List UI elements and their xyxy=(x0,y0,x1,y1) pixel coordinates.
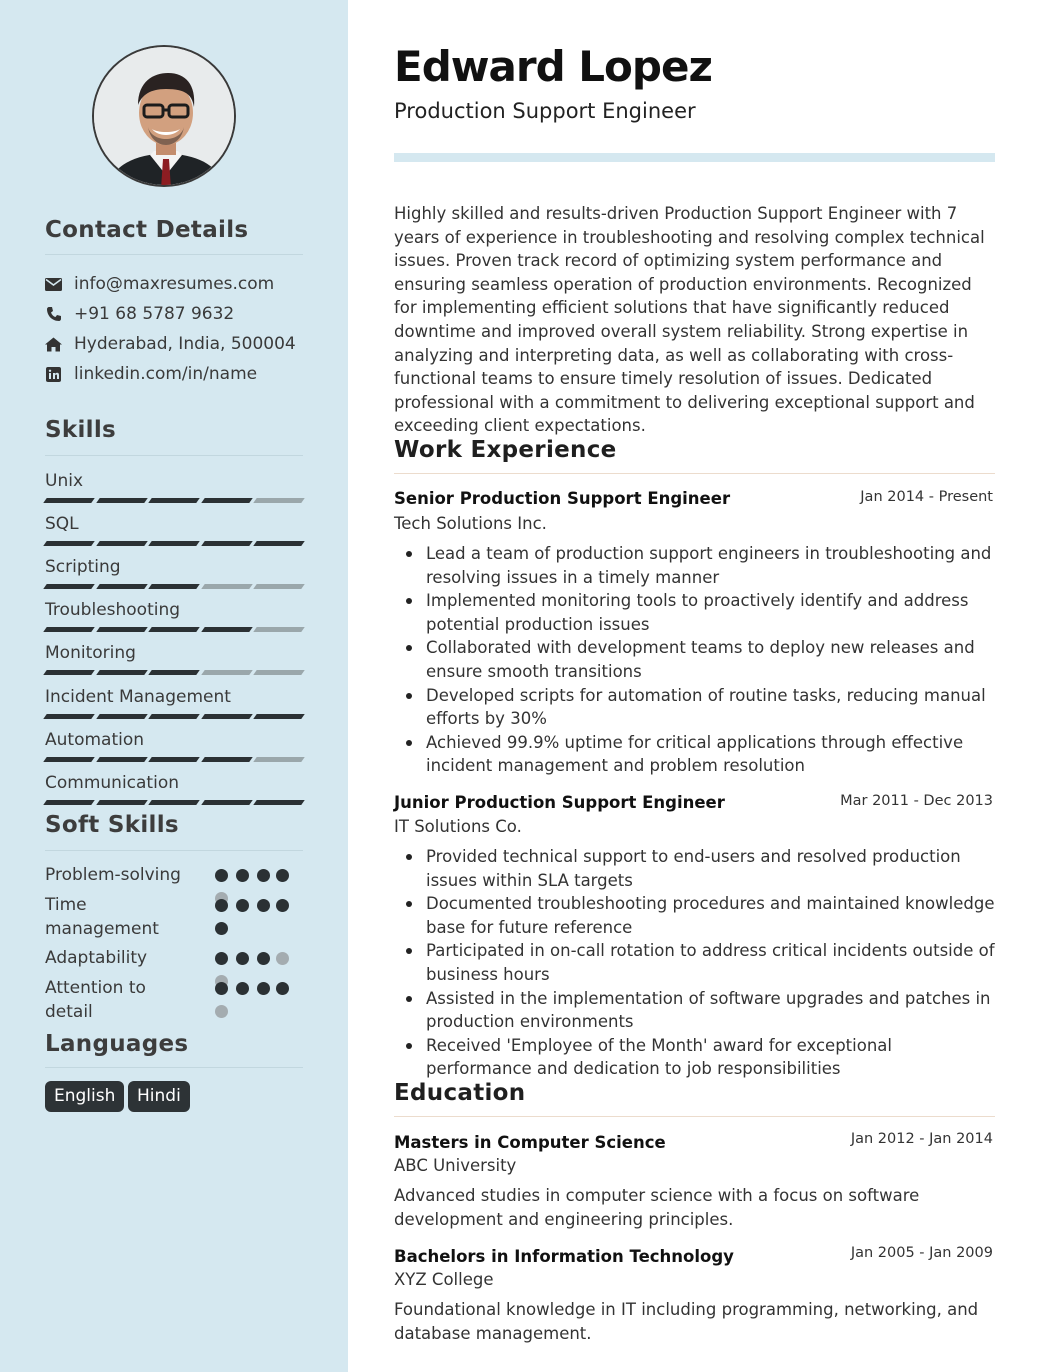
divider xyxy=(45,1067,303,1068)
rating-dot xyxy=(215,982,228,995)
skill-row xyxy=(45,513,303,535)
soft-skill-row xyxy=(45,863,295,887)
soft-skills-heading: Soft Skills xyxy=(45,812,179,838)
skill-level-segment xyxy=(96,584,147,589)
home-icon xyxy=(45,336,62,353)
skill-level-segment xyxy=(96,757,147,762)
portrait-image xyxy=(94,47,236,187)
soft-skill-name: Time management xyxy=(45,895,159,939)
rating-dot xyxy=(276,869,289,882)
soft-skill-row xyxy=(45,976,295,1024)
skill-level-segment xyxy=(201,584,252,589)
list-item: Participated in on-call rotation to address critical incidents outside of business hours xyxy=(426,939,996,986)
skill-level-segment xyxy=(148,714,199,719)
skill-level-segment xyxy=(201,541,252,546)
summary-text: Highly skilled and results-driven Production Support Engineer with 7 years of experience in troubleshooting and resolving complex technical issues. Proven track record of optimizing system performance and ensuring seamless operation of production environments. Recognized for implementing efficient solutions that have significantly reduced downtime and improved overall system reliability. Strong expertise in analyzing and interpreting data, as well as collaborating with cross-functional teams to ensure timely resolution of issues. Dedicated professional with a commitment to delivering exceptional support and exceeding client expectations. xyxy=(394,204,985,436)
skill-level-segment xyxy=(43,670,94,675)
skill-level-segment xyxy=(201,670,252,675)
main-content xyxy=(348,0,1040,1372)
skill-level-segment xyxy=(254,541,305,546)
skill-level-segment xyxy=(254,584,305,589)
skill-level-segment xyxy=(96,670,147,675)
skill-name: Scripting xyxy=(45,557,121,577)
skill-level-segment xyxy=(96,498,147,503)
contact-address xyxy=(45,332,296,356)
soft-skill-rating xyxy=(215,893,295,937)
rating-dot xyxy=(215,899,228,912)
linkedin-icon xyxy=(45,366,62,383)
skill-level-segment xyxy=(43,627,94,632)
job-role: Senior Production Support Engineer xyxy=(394,489,731,508)
divider xyxy=(394,1116,995,1117)
skills-heading: Skills xyxy=(45,417,117,443)
skill-level-segment xyxy=(148,757,199,762)
skill-level-bar xyxy=(45,627,303,632)
skill-name: Automation xyxy=(45,730,145,750)
skill-level-segment xyxy=(43,498,94,503)
rating-dot xyxy=(257,952,270,965)
contact-phone[interactable] xyxy=(45,302,234,326)
skill-name: Incident Management xyxy=(45,687,231,707)
skill-row xyxy=(45,470,303,492)
skill-name: Monitoring xyxy=(45,643,136,663)
skill-level-segment xyxy=(43,541,94,546)
soft-skill-rating xyxy=(215,976,295,1020)
skill-level-segment xyxy=(201,714,252,719)
skill-level-segment xyxy=(148,800,199,805)
contact-email-text: info@maxresumes.com xyxy=(74,274,275,294)
sidebar xyxy=(0,0,348,1372)
contact-email[interactable] xyxy=(45,272,274,296)
job-role: Junior Production Support Engineer xyxy=(394,793,725,812)
job-dates: Jan 2014 - Present xyxy=(860,489,993,505)
skill-level-segment xyxy=(96,714,147,719)
skill-level-segment xyxy=(254,757,305,762)
skill-row xyxy=(45,642,303,664)
profile-photo xyxy=(92,45,236,187)
skill-name: Unix xyxy=(45,471,84,491)
skill-level-bar xyxy=(45,757,303,762)
education-degree: Bachelors in Information Technology xyxy=(394,1247,734,1266)
education-dates: Jan 2005 - Jan 2009 xyxy=(850,1245,993,1261)
skill-level-bar xyxy=(45,584,303,589)
skill-level-segment xyxy=(43,757,94,762)
skill-level-segment xyxy=(254,670,305,675)
skill-level-segment xyxy=(201,627,252,632)
list-item: Achieved 99.9% uptime for critical applications through effective incident management and problem resolution xyxy=(426,731,996,778)
skill-level-segment xyxy=(201,757,252,762)
rating-dot xyxy=(257,869,270,882)
education-description: Foundational knowledge in IT including programming, networking, and database management. xyxy=(394,1300,979,1343)
language-badge-english: English xyxy=(45,1081,124,1112)
rating-dot xyxy=(236,952,249,965)
rating-dot xyxy=(215,1005,228,1018)
list-item: Developed scripts for automation of routine tasks, reducing manual efforts by 30% xyxy=(426,684,996,731)
list-item: Implemented monitoring tools to proactively identify and address potential production issues xyxy=(426,589,996,636)
skill-row xyxy=(45,599,303,621)
rating-dot xyxy=(257,982,270,995)
skill-row xyxy=(45,686,303,708)
skill-level-segment xyxy=(254,498,305,503)
envelope-icon xyxy=(45,276,62,293)
rating-dot xyxy=(215,869,228,882)
skill-level-segment xyxy=(43,714,94,719)
candidate-name: Edward Lopez xyxy=(394,42,712,91)
accent-bar xyxy=(394,153,995,162)
divider xyxy=(45,850,303,851)
education-degree: Masters in Computer Science xyxy=(394,1133,666,1152)
education-dates: Jan 2012 - Jan 2014 xyxy=(850,1131,993,1147)
list-item: Lead a team of production support engineers in troubleshooting and resolving issues in a timely manner xyxy=(426,542,996,589)
soft-skill-name: Attention to detail xyxy=(45,978,146,1022)
rating-dot xyxy=(276,899,289,912)
rating-dot xyxy=(257,899,270,912)
rating-dot xyxy=(215,922,228,935)
skill-level-segment xyxy=(148,541,199,546)
skill-level-segment xyxy=(201,498,252,503)
soft-skill-name: Adaptability xyxy=(45,948,148,968)
skill-level-bar xyxy=(45,670,303,675)
skill-level-segment xyxy=(201,800,252,805)
list-item: Provided technical support to end-users and resolved production issues within SLA targets xyxy=(426,845,996,892)
rating-dot xyxy=(276,952,289,965)
skill-level-segment xyxy=(96,627,147,632)
skill-row xyxy=(45,729,303,751)
skill-level-segment xyxy=(254,627,305,632)
divider xyxy=(394,473,995,474)
job-bullets xyxy=(426,845,996,1081)
education-heading: Education xyxy=(394,1080,526,1106)
skill-level-segment xyxy=(254,714,305,719)
rating-dot xyxy=(236,899,249,912)
skill-level-segment xyxy=(43,584,94,589)
soft-skill-name: Problem-solving xyxy=(45,865,181,885)
skill-level-bar xyxy=(45,541,303,546)
skill-name: Communication xyxy=(45,773,179,793)
skill-level-segment xyxy=(148,498,199,503)
divider xyxy=(45,254,303,255)
skill-level-segment xyxy=(148,584,199,589)
skill-level-bar xyxy=(45,714,303,719)
rating-dot xyxy=(276,982,289,995)
phone-icon xyxy=(45,306,62,323)
candidate-title: Production Support Engineer xyxy=(394,99,696,123)
education-school: ABC University xyxy=(394,1156,517,1175)
skill-level-segment xyxy=(148,627,199,632)
skill-level-segment xyxy=(254,800,305,805)
education-school: XYZ College xyxy=(394,1270,494,1289)
skill-name: SQL xyxy=(45,514,79,534)
contact-heading: Contact Details xyxy=(45,217,249,243)
skill-level-bar xyxy=(45,498,303,503)
skill-level-bar xyxy=(45,800,303,805)
soft-skill-row xyxy=(45,946,295,970)
list-item: Received 'Employee of the Month' award for exceptional performance and dedication to job responsibilities xyxy=(426,1034,996,1081)
rating-dot xyxy=(236,982,249,995)
skill-level-segment xyxy=(43,800,94,805)
list-item: Documented troubleshooting procedures and maintained knowledge base for future reference xyxy=(426,892,996,939)
job-company: Tech Solutions Inc. xyxy=(394,514,547,533)
skill-level-segment xyxy=(148,670,199,675)
skill-level-segment xyxy=(96,800,147,805)
divider xyxy=(45,455,303,456)
skill-row xyxy=(45,556,303,578)
rating-dot xyxy=(236,869,249,882)
list-item: Collaborated with development teams to deploy new releases and ensure smooth transitions xyxy=(426,636,996,683)
skill-level-segment xyxy=(96,541,147,546)
education-description: Advanced studies in computer science with a focus on software development and engineering principles. xyxy=(394,1186,920,1229)
job-bullets xyxy=(426,542,996,778)
contact-phone-text: +91 68 5787 9632 xyxy=(74,304,235,324)
contact-linkedin-text: linkedin.com/in/name xyxy=(74,364,258,384)
job-company: IT Solutions Co. xyxy=(394,817,522,836)
skill-row xyxy=(45,772,303,794)
language-badge-hindi: Hindi xyxy=(128,1081,190,1112)
rating-dot xyxy=(215,952,228,965)
list-item: Assisted in the implementation of software upgrades and patches in production environments xyxy=(426,987,996,1034)
soft-skill-row xyxy=(45,893,295,941)
skill-name: Troubleshooting xyxy=(45,600,181,620)
work-heading: Work Experience xyxy=(394,437,617,463)
contact-linkedin[interactable] xyxy=(45,362,257,386)
contact-address-text: Hyderabad, India, 500004 xyxy=(74,334,296,354)
languages-heading: Languages xyxy=(45,1031,189,1057)
job-dates: Mar 2011 - Dec 2013 xyxy=(840,793,993,809)
